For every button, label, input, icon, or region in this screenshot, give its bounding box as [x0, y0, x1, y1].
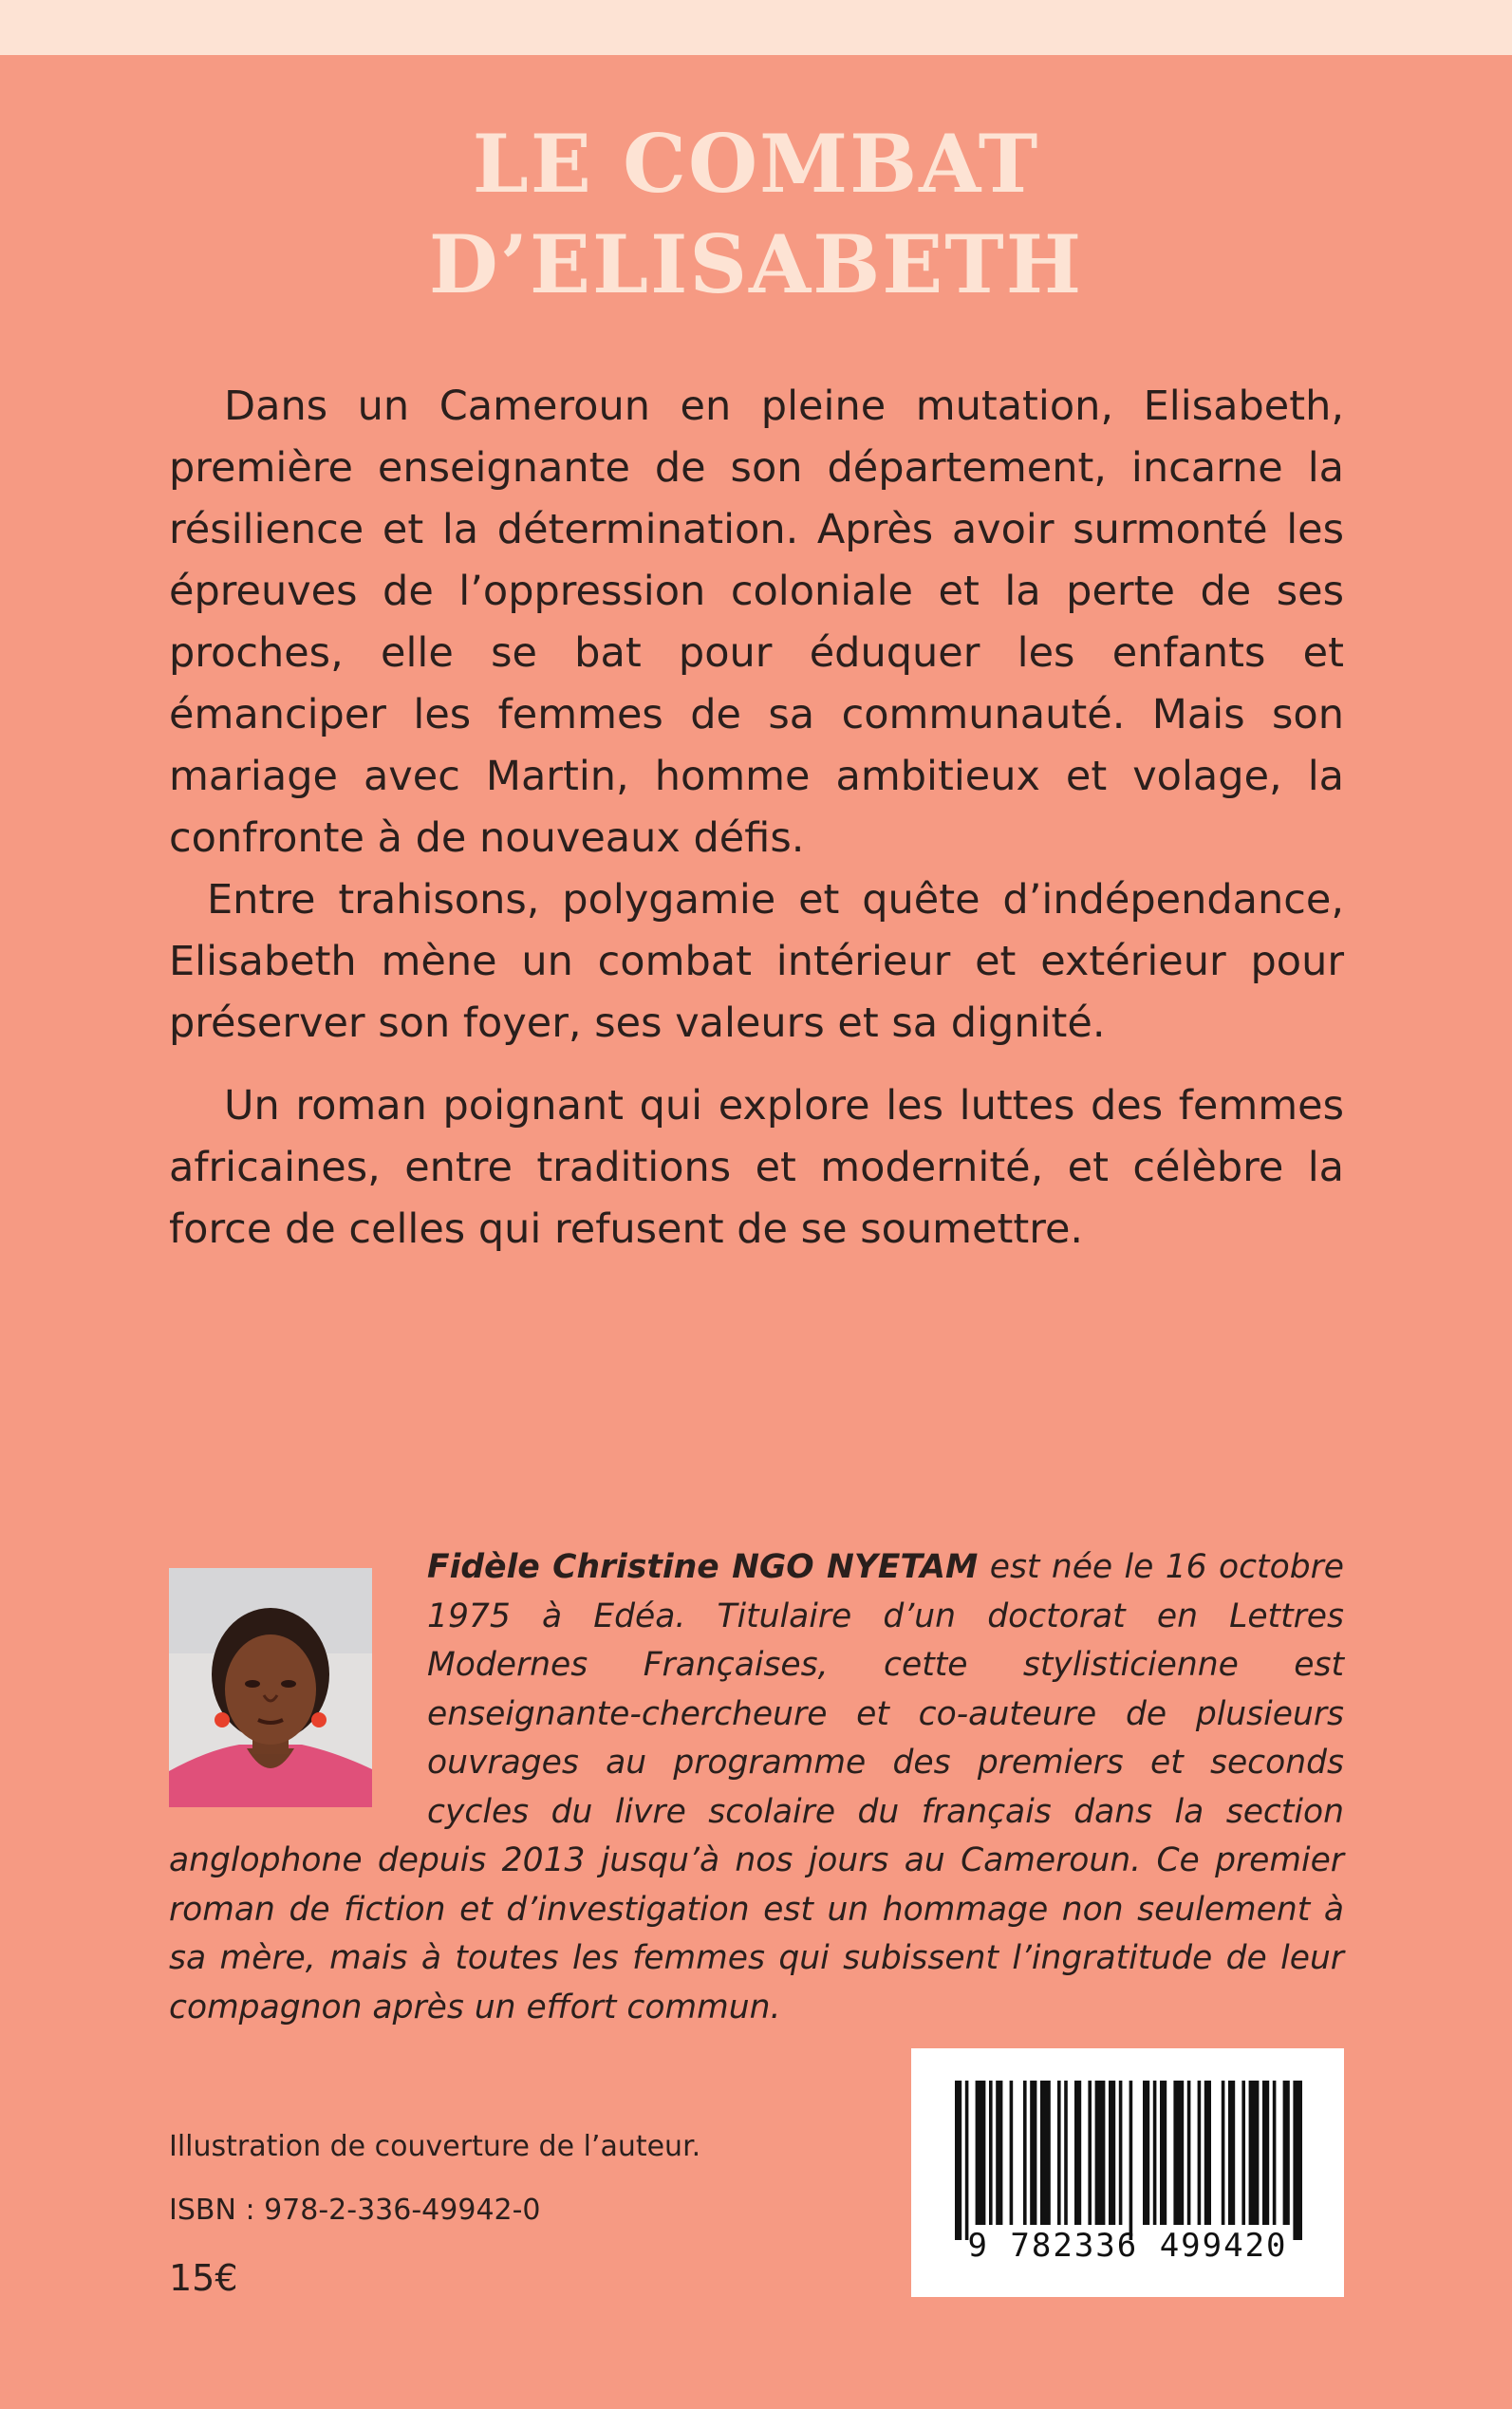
- author-name: Fidèle Christine NGO NYETAM: [427, 1548, 979, 1586]
- barcode-bar: [1023, 2081, 1027, 2225]
- synopsis: [169, 376, 1344, 1261]
- barcode: [911, 2048, 1344, 2297]
- barcode-bar: [1293, 2081, 1302, 2240]
- barcode-bar: [1228, 2081, 1235, 2225]
- barcode-bar: [1173, 2081, 1184, 2225]
- synopsis-paragraph-3: Un roman poignant qui explore les luttes des femmes africaines, entre traditions et modernité, et célèbre la force de celles qui refusent de se soumettre.: [169, 1082, 1344, 1253]
- illustration-credit: Illustration de couverture de l’auteur.: [169, 2130, 701, 2163]
- barcode-bar: [1153, 2081, 1157, 2225]
- barcode-bar: [1198, 2081, 1202, 2225]
- barcode-bar: [1160, 2081, 1167, 2225]
- synopsis-paragraph-2: Entre trahisons, polygamie et quête d’indépendance, Elisabeth mène un combat intérieur et extérieur pour préserver son foyer, ses valeurs et sa dignité.: [169, 876, 1344, 1047]
- barcode-bar: [1249, 2081, 1260, 2225]
- barcode-bar: [1040, 2081, 1051, 2225]
- author-portrait-image: [169, 1568, 372, 1807]
- barcode-bar: [955, 2081, 961, 2240]
- author-photo: [169, 1568, 372, 1807]
- price: 15€: [169, 2257, 238, 2299]
- author-bio-text: est née le 16 octobre 1975 à Edéa. Titulaire d’un doctorat en Lettres Modernes Françaises, cette stylisticienne est enseignante-chercheure et co-auteure de plusieurs ouvrages au programme des premiers et seconds cycles du livre scolaire du français dans la section anglophone depuis 2013 jusqu’à nos jours au Cameroun. Ce premier roman de fiction et d’investigation est un hommage non seulement à sa mère, mais à toutes les femmes qui subissent l’ingratitude de leur compagnon après un effort commun.: [169, 1548, 1345, 2026]
- barcode-bar: [1187, 2081, 1191, 2225]
- barcode-bar: [1057, 2081, 1061, 2225]
- barcode-bar: [1088, 2081, 1092, 2225]
- book-title: [0, 114, 1512, 315]
- barcode-bar: [996, 2081, 1002, 2225]
- barcode-bar: [1074, 2081, 1081, 2225]
- barcode-bar: [1095, 2081, 1106, 2225]
- top-band: [0, 0, 1512, 55]
- barcode-bar: [1030, 2081, 1036, 2225]
- barcode-bar: [1262, 2081, 1269, 2225]
- barcode-bar: [965, 2081, 969, 2240]
- barcode-bar: [1241, 2081, 1245, 2225]
- title-line-2: D’ELISABETH: [428, 217, 1084, 311]
- barcode-bar: [1109, 2081, 1115, 2225]
- title-line-1: LE COMBAT: [472, 117, 1040, 211]
- barcode-bar: [1283, 2081, 1290, 2225]
- barcode-bar: [1064, 2081, 1068, 2225]
- barcode-digits: 9 782336 499420: [967, 2227, 1288, 2265]
- barcode-bar: [1204, 2081, 1211, 2225]
- isbn: ISBN : 978-2-336-49942-0: [169, 2194, 541, 2227]
- barcode-bar: [989, 2081, 993, 2225]
- barcode-bar: [1129, 2081, 1133, 2240]
- barcode-bar: [1010, 2081, 1014, 2225]
- barcode-bar: [1273, 2081, 1277, 2225]
- barcode-bar: [1222, 2081, 1225, 2225]
- barcode-bar: [976, 2081, 986, 2225]
- barcode-bar: [1143, 2081, 1149, 2225]
- synopsis-paragraph-1: Dans un Cameroun en pleine mutation, Elisabeth, première enseignante de son département, incarne la résilience et la détermination. Après avoir surmonté les épreuves de l’oppression coloniale et la perte de ses proches, elle se bat pour éduquer les enfants et émanciper les femmes de sa communauté. Mais son mariage avec Martin, homme ambitieux et volage, la confronte à de nouveaux défis.: [169, 383, 1344, 862]
- barcode-bar: [1119, 2081, 1123, 2225]
